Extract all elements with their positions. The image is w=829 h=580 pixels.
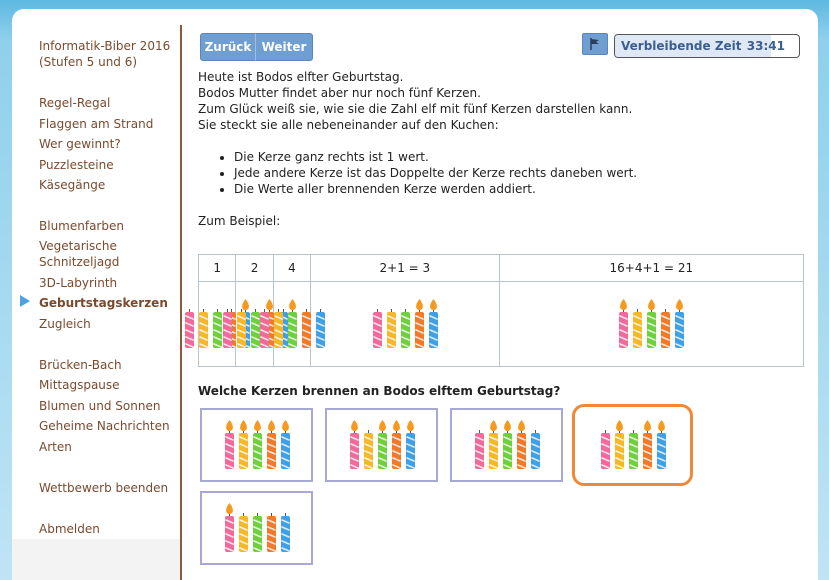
candle [387, 309, 396, 348]
candle [475, 430, 484, 469]
answer-choice-c[interactable] [450, 408, 563, 482]
sidebar-item-puzzlesteine[interactable]: Puzzlesteine [39, 158, 114, 172]
answer-choice-a[interactable] [200, 408, 313, 482]
example-label-cell: 16+4+1 = 21 [499, 255, 803, 282]
candle [601, 430, 610, 469]
flame-icon [658, 420, 665, 431]
candles-icon [597, 419, 669, 471]
flame-icon [254, 420, 261, 431]
flame-icon [226, 503, 233, 514]
flame-icon [620, 299, 627, 310]
candle [503, 420, 512, 469]
flame-icon [504, 420, 511, 431]
candle [661, 309, 670, 348]
flame-icon [648, 299, 655, 310]
flame-icon [351, 420, 358, 431]
intro-line: Bodos Mutter findet aber nur noch fünf Kerzen. [198, 86, 481, 100]
flame-icon [616, 420, 623, 431]
candle [267, 420, 276, 469]
example-candles-cell [273, 282, 310, 367]
candle [517, 420, 526, 469]
candle [199, 309, 208, 348]
task-content [198, 69, 808, 398]
flame-icon [644, 420, 651, 431]
flame-icon [430, 299, 437, 310]
intro-line: Zum Glück weiß sie, wie sie die Zahl elf mit fünf Kerzen darstellen kann. [198, 102, 633, 116]
intro-line: Sie steckt sie alle nebeneinander auf den Kuchen: [198, 118, 499, 132]
candle [392, 420, 401, 469]
flame-icon [282, 420, 289, 431]
candle [619, 299, 628, 348]
candle [239, 513, 248, 552]
flame-icon [676, 299, 683, 310]
contest-title-line2: (Stufen 5 und 6) [39, 55, 138, 69]
candle [223, 309, 232, 348]
candle [185, 309, 194, 348]
sidebar-item-wer-gewinnt[interactable]: Wer gewinnt? [39, 137, 121, 151]
sidebar-item-geheime-nachrichten[interactable]: Geheime Nachrichten [39, 419, 170, 433]
example-label-cell: 2 [236, 255, 273, 282]
flame-icon [518, 420, 525, 431]
candle [657, 420, 666, 469]
intro-line: Heute ist Bodos elfter Geburtstag. [198, 70, 404, 84]
sidebar-item-zugleich[interactable]: Zugleich [39, 317, 91, 331]
candle [401, 309, 410, 348]
example-label-cell: 2+1 = 3 [311, 255, 500, 282]
flame-icon [289, 299, 296, 310]
remaining-time-label: Verbleibende Zeit [621, 39, 742, 53]
candle [378, 420, 387, 469]
question-text: Welche Kerzen brennen an Bodos elftem Geburtstag? [198, 384, 561, 398]
remaining-time-value: 33:41 [746, 39, 785, 53]
next-button[interactable]: Weiter [255, 33, 313, 61]
rule-item: • Die Werte aller brennenden Kerze werden addiert. [234, 181, 808, 197]
candle [633, 309, 642, 348]
candle [253, 420, 262, 469]
example-table [198, 254, 804, 367]
logout-link[interactable]: Abmelden [39, 522, 100, 536]
app-frame [12, 9, 818, 580]
sidebar-footer [12, 539, 180, 580]
candles-icon [369, 298, 441, 350]
sidebar-item-blumenfarben[interactable]: Blumenfarben [39, 219, 124, 233]
candle [675, 299, 684, 348]
contest-title-line1: Informatik-Biber 2016 [39, 39, 171, 53]
candle [364, 430, 373, 469]
candle [373, 309, 382, 348]
sidebar-item-kaesegaenge[interactable]: Käsegänge [39, 178, 106, 192]
candle [643, 420, 652, 469]
sidebar-item-schnitzeljagd[interactable]: Schnitzeljagd [39, 255, 120, 269]
candle [225, 420, 234, 469]
example-candles-cell [499, 282, 803, 367]
flame-icon [416, 299, 423, 310]
candle [281, 513, 290, 552]
sidebar-item-arten[interactable]: Arten [39, 440, 72, 454]
candle [350, 420, 359, 469]
candle [281, 420, 290, 469]
flame-icon [490, 420, 497, 431]
flame-icon [268, 420, 275, 431]
candle [302, 309, 311, 348]
candle [253, 513, 262, 552]
example-candles-cell [311, 282, 500, 367]
flame-icon [240, 420, 247, 431]
rules-list [198, 149, 808, 197]
candle [531, 430, 540, 469]
sidebar [12, 9, 180, 539]
candle [429, 299, 438, 348]
answer-choice-d[interactable] [572, 404, 693, 486]
candle [260, 309, 269, 348]
example-label: Zum Beispiel: [198, 214, 281, 228]
candles-icon [221, 502, 293, 554]
current-task-arrow-icon [20, 295, 30, 307]
candles-icon [346, 419, 418, 471]
candles-icon [615, 298, 687, 350]
candle [237, 309, 246, 348]
flag-button[interactable] [582, 33, 608, 55]
back-button[interactable]: Zurück [200, 33, 256, 61]
finish-contest-link[interactable]: Wettbewerb beenden [39, 481, 169, 495]
sidebar-item-vegetarische[interactable]: Vegetarische [39, 239, 117, 253]
candle [288, 299, 297, 348]
sidebar-item-3d-labyrinth[interactable]: 3D-Labyrinth [39, 276, 118, 290]
remaining-time-box [614, 34, 800, 58]
flame-icon [393, 420, 400, 431]
candle [489, 420, 498, 469]
example-label-cell: 1 [199, 255, 236, 282]
candle [629, 430, 638, 469]
sidebar-item-regel-regal[interactable]: Regel-Regal [39, 96, 111, 110]
candle [267, 513, 276, 552]
sidebar-item-blumen-sonnen[interactable]: Blumen und Sonnen [39, 399, 161, 413]
sidebar-item-mittagspause[interactable]: Mittagspause [39, 378, 120, 392]
rule-item: • Die Kerze ganz rechts ist 1 wert. [234, 149, 808, 165]
candle [225, 503, 234, 552]
example-label-cell: 4 [273, 255, 310, 282]
answer-choice-b[interactable] [325, 408, 438, 482]
flame-icon [226, 420, 233, 431]
flame-icon [407, 420, 414, 431]
sidebar-item-geburtstagskerzen[interactable]: Geburtstagskerzen [39, 296, 168, 310]
flame-icon [379, 420, 386, 431]
rule-item: • Jede andere Kerze ist das Doppelte der Kerze rechts daneben wert. [234, 165, 808, 181]
candle [647, 299, 656, 348]
candle [615, 420, 624, 469]
sidebar-item-bruecken-bach[interactable]: Brücken-Bach [39, 358, 122, 372]
candles-icon [221, 419, 293, 471]
candle [239, 420, 248, 469]
flag-icon [590, 38, 600, 50]
sidebar-item-flaggen[interactable]: Flaggen am Strand [39, 117, 154, 131]
candles-icon [471, 419, 543, 471]
candle [274, 309, 283, 348]
answer-choice-e[interactable] [200, 491, 313, 565]
candle [406, 420, 415, 469]
candle [415, 299, 424, 348]
